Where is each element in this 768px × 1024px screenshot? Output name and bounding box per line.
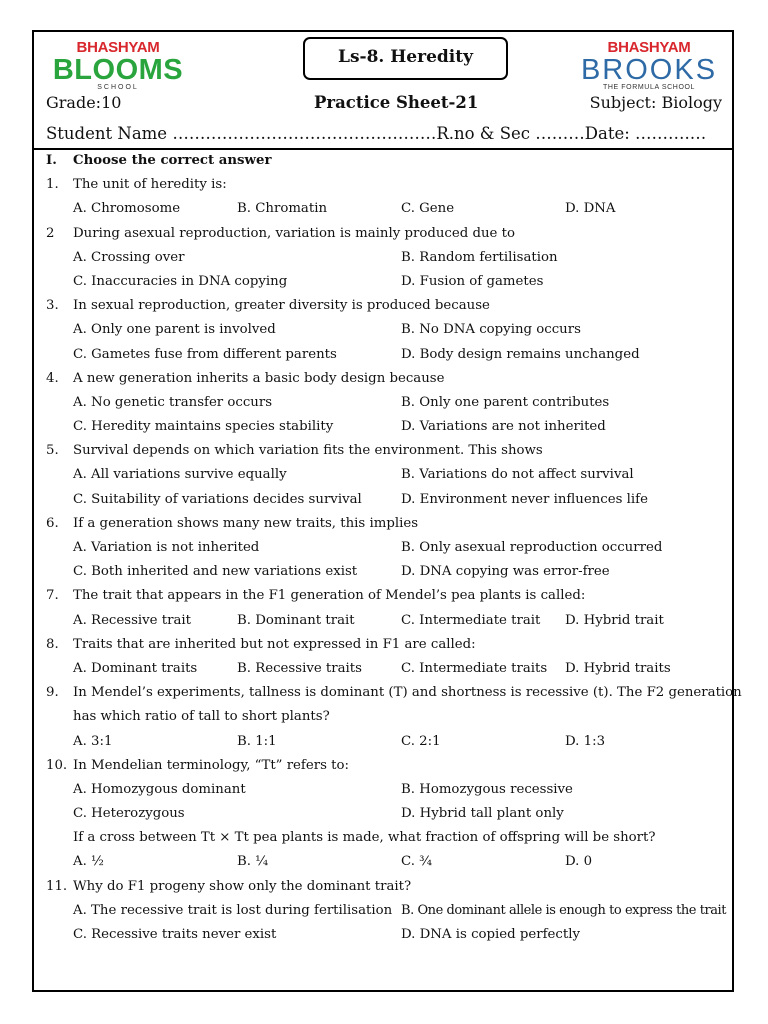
option-b: B. No DNA copying occurs <box>401 322 581 338</box>
option-d: D. Body design remains unchanged <box>401 346 640 362</box>
option-c: C. Recessive traits never exist <box>73 927 277 942</box>
options-row <box>46 346 722 370</box>
question-row <box>46 297 722 321</box>
subject-label: Subject: Biology <box>589 93 722 112</box>
question-number: 9. <box>46 685 59 701</box>
question-number: 2 <box>46 225 55 241</box>
question-text: The trait that appears in the F1 generation of Mendel’s pea plants is called: <box>73 588 586 604</box>
option-b: B. Only one parent contributes <box>401 394 610 410</box>
option-c: C. Intermediate trait <box>401 612 541 628</box>
option-a: A. Only one parent is involved <box>73 322 276 338</box>
question-row <box>46 757 722 781</box>
options-row <box>46 394 722 418</box>
question-list <box>46 152 742 950</box>
question-text: If a cross between Tt × Tt pea plants is made, what fraction of offspring will be short? <box>73 830 656 846</box>
question-row <box>46 442 722 466</box>
question-number: 8. <box>46 636 59 652</box>
option-d: D. Hybrid tall plant only <box>401 806 564 822</box>
header-divider <box>32 148 734 150</box>
question-text: A new generation inherits a basic body design because <box>73 370 445 386</box>
question-text: The unit of heredity is: <box>73 177 227 193</box>
option-c: C. Heterozygous <box>73 806 185 822</box>
option-a: A. 3:1 <box>73 733 113 749</box>
question-row-continued <box>46 708 722 732</box>
option-a: A. No genetic transfer occurs <box>73 394 273 410</box>
options-row <box>46 805 722 829</box>
options-row <box>46 491 722 515</box>
option-b: B. Chromatin <box>237 201 328 217</box>
option-d: D. Environment never influences life <box>401 491 648 507</box>
options-row <box>46 539 722 563</box>
lesson-title: Ls-8. Heredity <box>303 37 508 80</box>
logo-school-text: SCHOOL <box>97 84 139 91</box>
option-d: D. 1:3 <box>565 733 606 749</box>
option-b: B. Homozygous recessive <box>401 781 573 797</box>
option-b: B. Only asexual reproduction occurred <box>401 540 663 555</box>
option-c: C. Intermediate traits <box>401 660 548 676</box>
option-d: D. DNA is copied perfectly <box>401 927 580 942</box>
logo-blooms-text: BLOOMS <box>52 54 184 86</box>
question-text: If a generation shows many new traits, this implies <box>73 515 419 531</box>
options-row <box>46 321 722 345</box>
option-c: C. Both inherited and new variations exist <box>73 564 358 580</box>
question-number: 11. <box>46 878 68 894</box>
option-c: C. Gametes fuse from different parents <box>73 346 337 362</box>
option-c: C. Inaccuracies in DNA copying <box>73 273 288 289</box>
option-c: C. ¾ <box>401 854 433 870</box>
question-row <box>46 829 722 853</box>
option-a: A. All variations survive equally <box>73 467 287 483</box>
logo-brooks-text: BROOKS <box>580 54 718 86</box>
logo-tagline-text: THE FORMULA SCHOOL <box>602 84 696 91</box>
options-row <box>46 853 722 877</box>
option-c: C. Heredity maintains species stability <box>73 419 334 435</box>
option-a: A. Variation is not inherited <box>73 540 260 555</box>
option-a: A. ½ <box>73 854 104 870</box>
option-b: B. 1:1 <box>237 733 277 749</box>
option-a: A. Dominant traits <box>73 660 198 676</box>
options-row <box>46 418 722 442</box>
option-d: D. DNA <box>565 201 616 217</box>
options-row <box>46 612 722 636</box>
options-row <box>46 466 722 490</box>
option-b: B. Random fertilisation <box>401 249 558 265</box>
option-b: B. Dominant trait <box>237 612 355 628</box>
option-d: D. Fusion of gametes <box>401 273 544 289</box>
question-row <box>46 515 722 539</box>
section-number: I. <box>46 153 57 168</box>
option-d: D. DNA copying was error-free <box>401 564 610 580</box>
option-d: D. Hybrid traits <box>565 660 671 676</box>
question-text: In sexual reproduction, greater diversity is produced because <box>73 298 490 314</box>
options-row <box>46 249 722 273</box>
option-b: B. ¼ <box>237 854 269 870</box>
options-row <box>46 926 722 950</box>
option-c: C. 2:1 <box>401 733 441 749</box>
option-a: A. Crossing over <box>73 249 185 265</box>
logo-bhashyam-text: BHASHYAM <box>76 39 160 56</box>
option-d: D. Variations are not inherited <box>401 419 606 435</box>
question-text: Why do F1 progeny show only the dominant trait? <box>73 878 412 894</box>
options-row <box>46 273 722 297</box>
blooms-school-logo <box>48 40 188 92</box>
grade-label: Grade:10 <box>46 93 122 112</box>
question-number: 10. <box>46 757 68 773</box>
option-c: C. Gene <box>401 201 455 217</box>
question-number: 7. <box>46 588 59 604</box>
option-b: B. One dominant allele is enough to express the trait <box>401 902 727 918</box>
option-a: A. Chromosome <box>73 201 181 217</box>
option-d: D. Hybrid trait <box>565 612 664 628</box>
option-d: D. 0 <box>565 854 593 870</box>
question-text: In Mendel’s experiments, tallness is dominant (T) and shortness is recessive (t). The F2 generation <box>73 685 742 701</box>
options-row <box>46 200 722 224</box>
question-number: 3. <box>46 298 59 314</box>
options-row <box>46 781 722 805</box>
question-text: During asexual reproduction, variation is mainly produced due to <box>73 225 516 241</box>
question-text: In Mendelian terminology, “Tt” refers to: <box>73 757 349 773</box>
option-a: A. Homozygous dominant <box>73 781 246 797</box>
option-a: A. Recessive trait <box>73 612 191 628</box>
section-heading <box>46 152 722 176</box>
student-details-line: Student Name …………………………………………R.no & Sec ………Date: ……….… <box>46 124 707 143</box>
options-row <box>46 563 722 587</box>
logo-bhashyam-text: BHASHYAM <box>607 39 691 56</box>
question-text: Traits that are inherited but not expressed in F1 are called: <box>73 636 476 652</box>
option-b: B. Recessive traits <box>237 660 362 676</box>
question-row <box>46 636 722 660</box>
option-c: C. Suitability of variations decides survival <box>73 491 362 507</box>
option-a: A. The recessive trait is lost during fertilisation <box>73 902 393 918</box>
question-number: 6. <box>46 515 59 531</box>
question-number: 1. <box>46 177 59 193</box>
question-row <box>46 587 722 611</box>
question-row <box>46 176 722 200</box>
question-row <box>46 878 722 902</box>
option-b: B. Variations do not affect survival <box>401 467 634 483</box>
question-number: 5. <box>46 443 59 459</box>
question-number: 4. <box>46 370 59 386</box>
options-row <box>46 902 727 926</box>
sheet-title: Practice Sheet-21 <box>314 93 479 112</box>
question-text-continued: has which ratio of tall to short plants? <box>73 709 330 725</box>
options-row <box>46 660 722 684</box>
question-row <box>46 370 722 394</box>
brooks-school-logo <box>578 40 720 92</box>
question-row <box>46 225 722 249</box>
options-row <box>46 733 722 757</box>
question-text: Survival depends on which variation fits the environment. This shows <box>73 443 543 459</box>
sheet-info-row <box>46 93 722 115</box>
section-title: Choose the correct answer <box>73 153 272 168</box>
question-row <box>46 684 742 708</box>
